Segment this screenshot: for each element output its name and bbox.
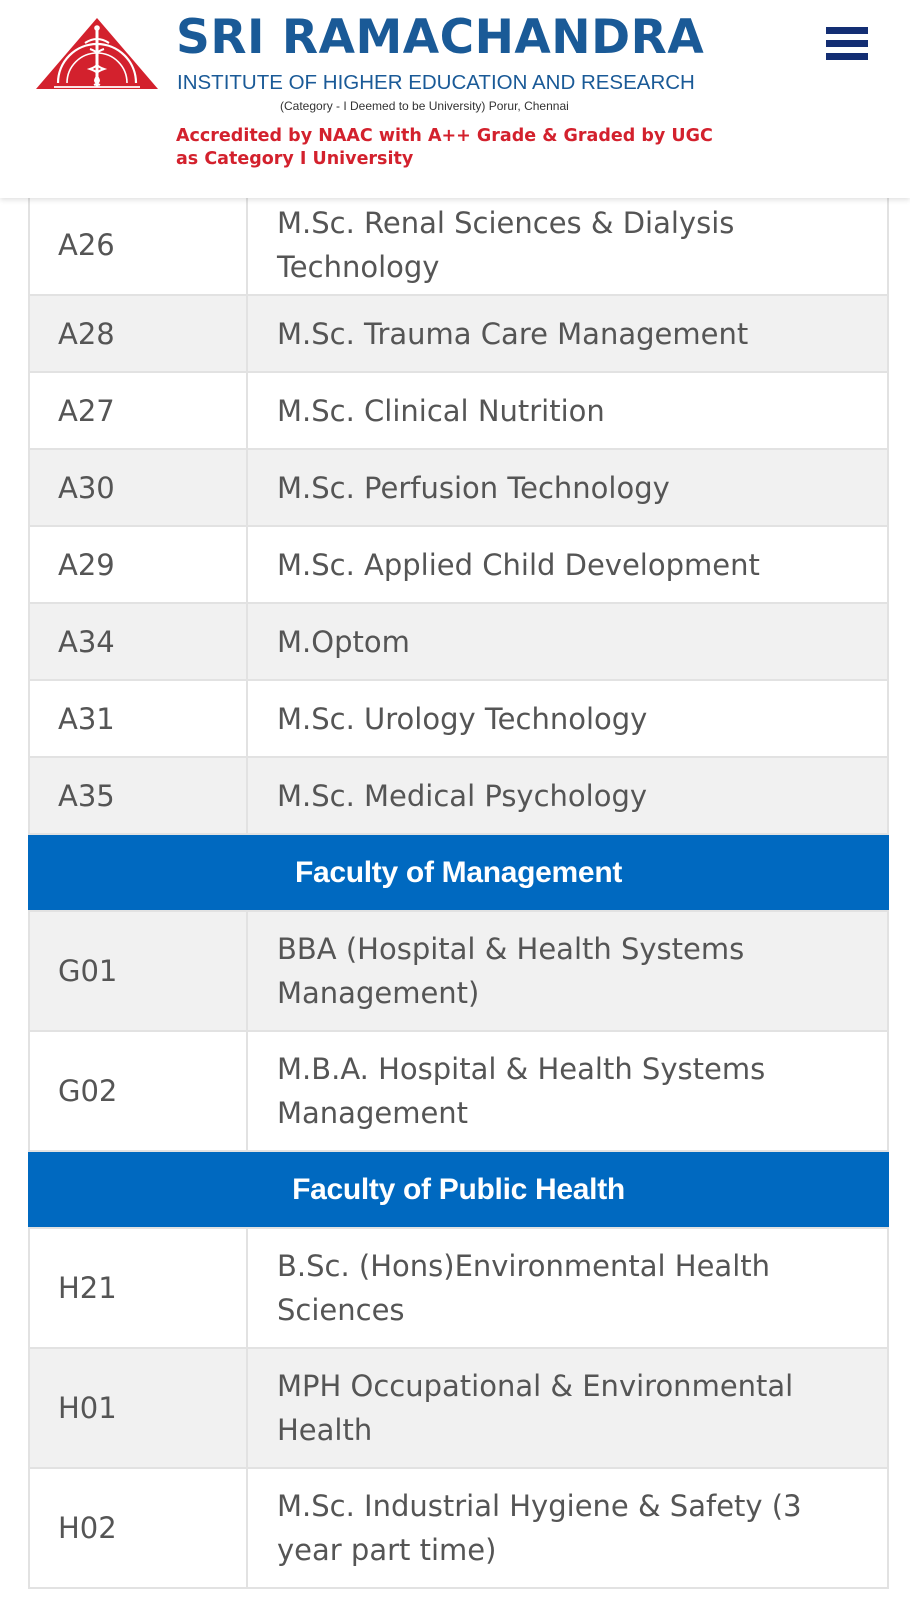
accreditation-line-2: as Category I University xyxy=(176,149,414,169)
course-code: A34 xyxy=(29,603,247,680)
section-title-management: Faculty of Management xyxy=(29,834,888,911)
course-name: BBA (Hospital & Health Systems Management) xyxy=(247,911,888,1031)
table-row xyxy=(29,603,888,680)
course-name: B.Sc. (Hons)Environmental Health Sciences xyxy=(247,1228,888,1348)
brand-subtitle: INSTITUTE OF HIGHER EDUCATION AND RESEARCH xyxy=(177,71,695,94)
course-name: M.B.A. Hospital & Health Systems Management xyxy=(247,1031,888,1151)
section-header-row xyxy=(29,1151,888,1228)
table-row xyxy=(29,295,888,372)
course-code: A26 xyxy=(29,161,247,295)
menu-bar xyxy=(826,53,868,60)
course-code: A27 xyxy=(29,372,247,449)
course-code: G02 xyxy=(29,1031,247,1151)
course-code: G01 xyxy=(29,911,247,1031)
course-name: M.Sc. Urology Technology xyxy=(247,680,888,757)
course-code: A35 xyxy=(29,757,247,834)
course-name: M.Sc. Perfusion Technology xyxy=(247,449,888,526)
menu-bar xyxy=(826,27,868,34)
table-row xyxy=(29,757,888,834)
course-name: M.Sc. Applied Child Development xyxy=(247,526,888,603)
course-name: M.Optom xyxy=(247,603,888,680)
accreditation-text xyxy=(176,125,713,171)
institution-logo-icon[interactable] xyxy=(34,17,160,93)
course-name: M.Sc. Clinical Nutrition xyxy=(247,372,888,449)
course-code: H21 xyxy=(29,1228,247,1348)
course-name: M.Sc. Trauma Care Management xyxy=(247,295,888,372)
courses-table xyxy=(28,160,889,1589)
section-header-row xyxy=(29,834,888,911)
table-row xyxy=(29,911,888,1031)
accreditation-line-1: Accredited by NAAC with A++ Grade & Graded by UGC xyxy=(176,126,713,146)
course-code: A28 xyxy=(29,295,247,372)
hamburger-menu-icon[interactable] xyxy=(824,22,870,66)
course-name: M.Sc. Medical Psychology xyxy=(247,757,888,834)
course-code: A29 xyxy=(29,526,247,603)
course-name: M.Sc. Renal Sciences & Dialysis Technology xyxy=(247,161,888,295)
course-code: H01 xyxy=(29,1348,247,1468)
course-code: A30 xyxy=(29,449,247,526)
table-row xyxy=(29,1031,888,1151)
table-row xyxy=(29,1348,888,1468)
table-row xyxy=(29,680,888,757)
course-name: MPH Occupational & Environmental Health xyxy=(247,1348,888,1468)
table-row xyxy=(29,1228,888,1348)
table-row xyxy=(29,372,888,449)
menu-bar xyxy=(826,40,868,47)
table-row xyxy=(29,526,888,603)
table-row xyxy=(29,1468,888,1588)
category-note: (Category - I Deemed to be University) Porur, Chennai xyxy=(280,99,569,113)
brand-name[interactable]: SRI RAMACHANDRA xyxy=(176,10,705,65)
course-code: A31 xyxy=(29,680,247,757)
course-name: M.Sc. Industrial Hygiene & Safety (3 year part time) xyxy=(247,1468,888,1588)
section-title-public-health: Faculty of Public Health xyxy=(29,1151,888,1228)
course-code: H02 xyxy=(29,1468,247,1588)
site-header xyxy=(0,0,910,198)
table-row xyxy=(29,449,888,526)
courses-table-container xyxy=(28,160,889,1589)
